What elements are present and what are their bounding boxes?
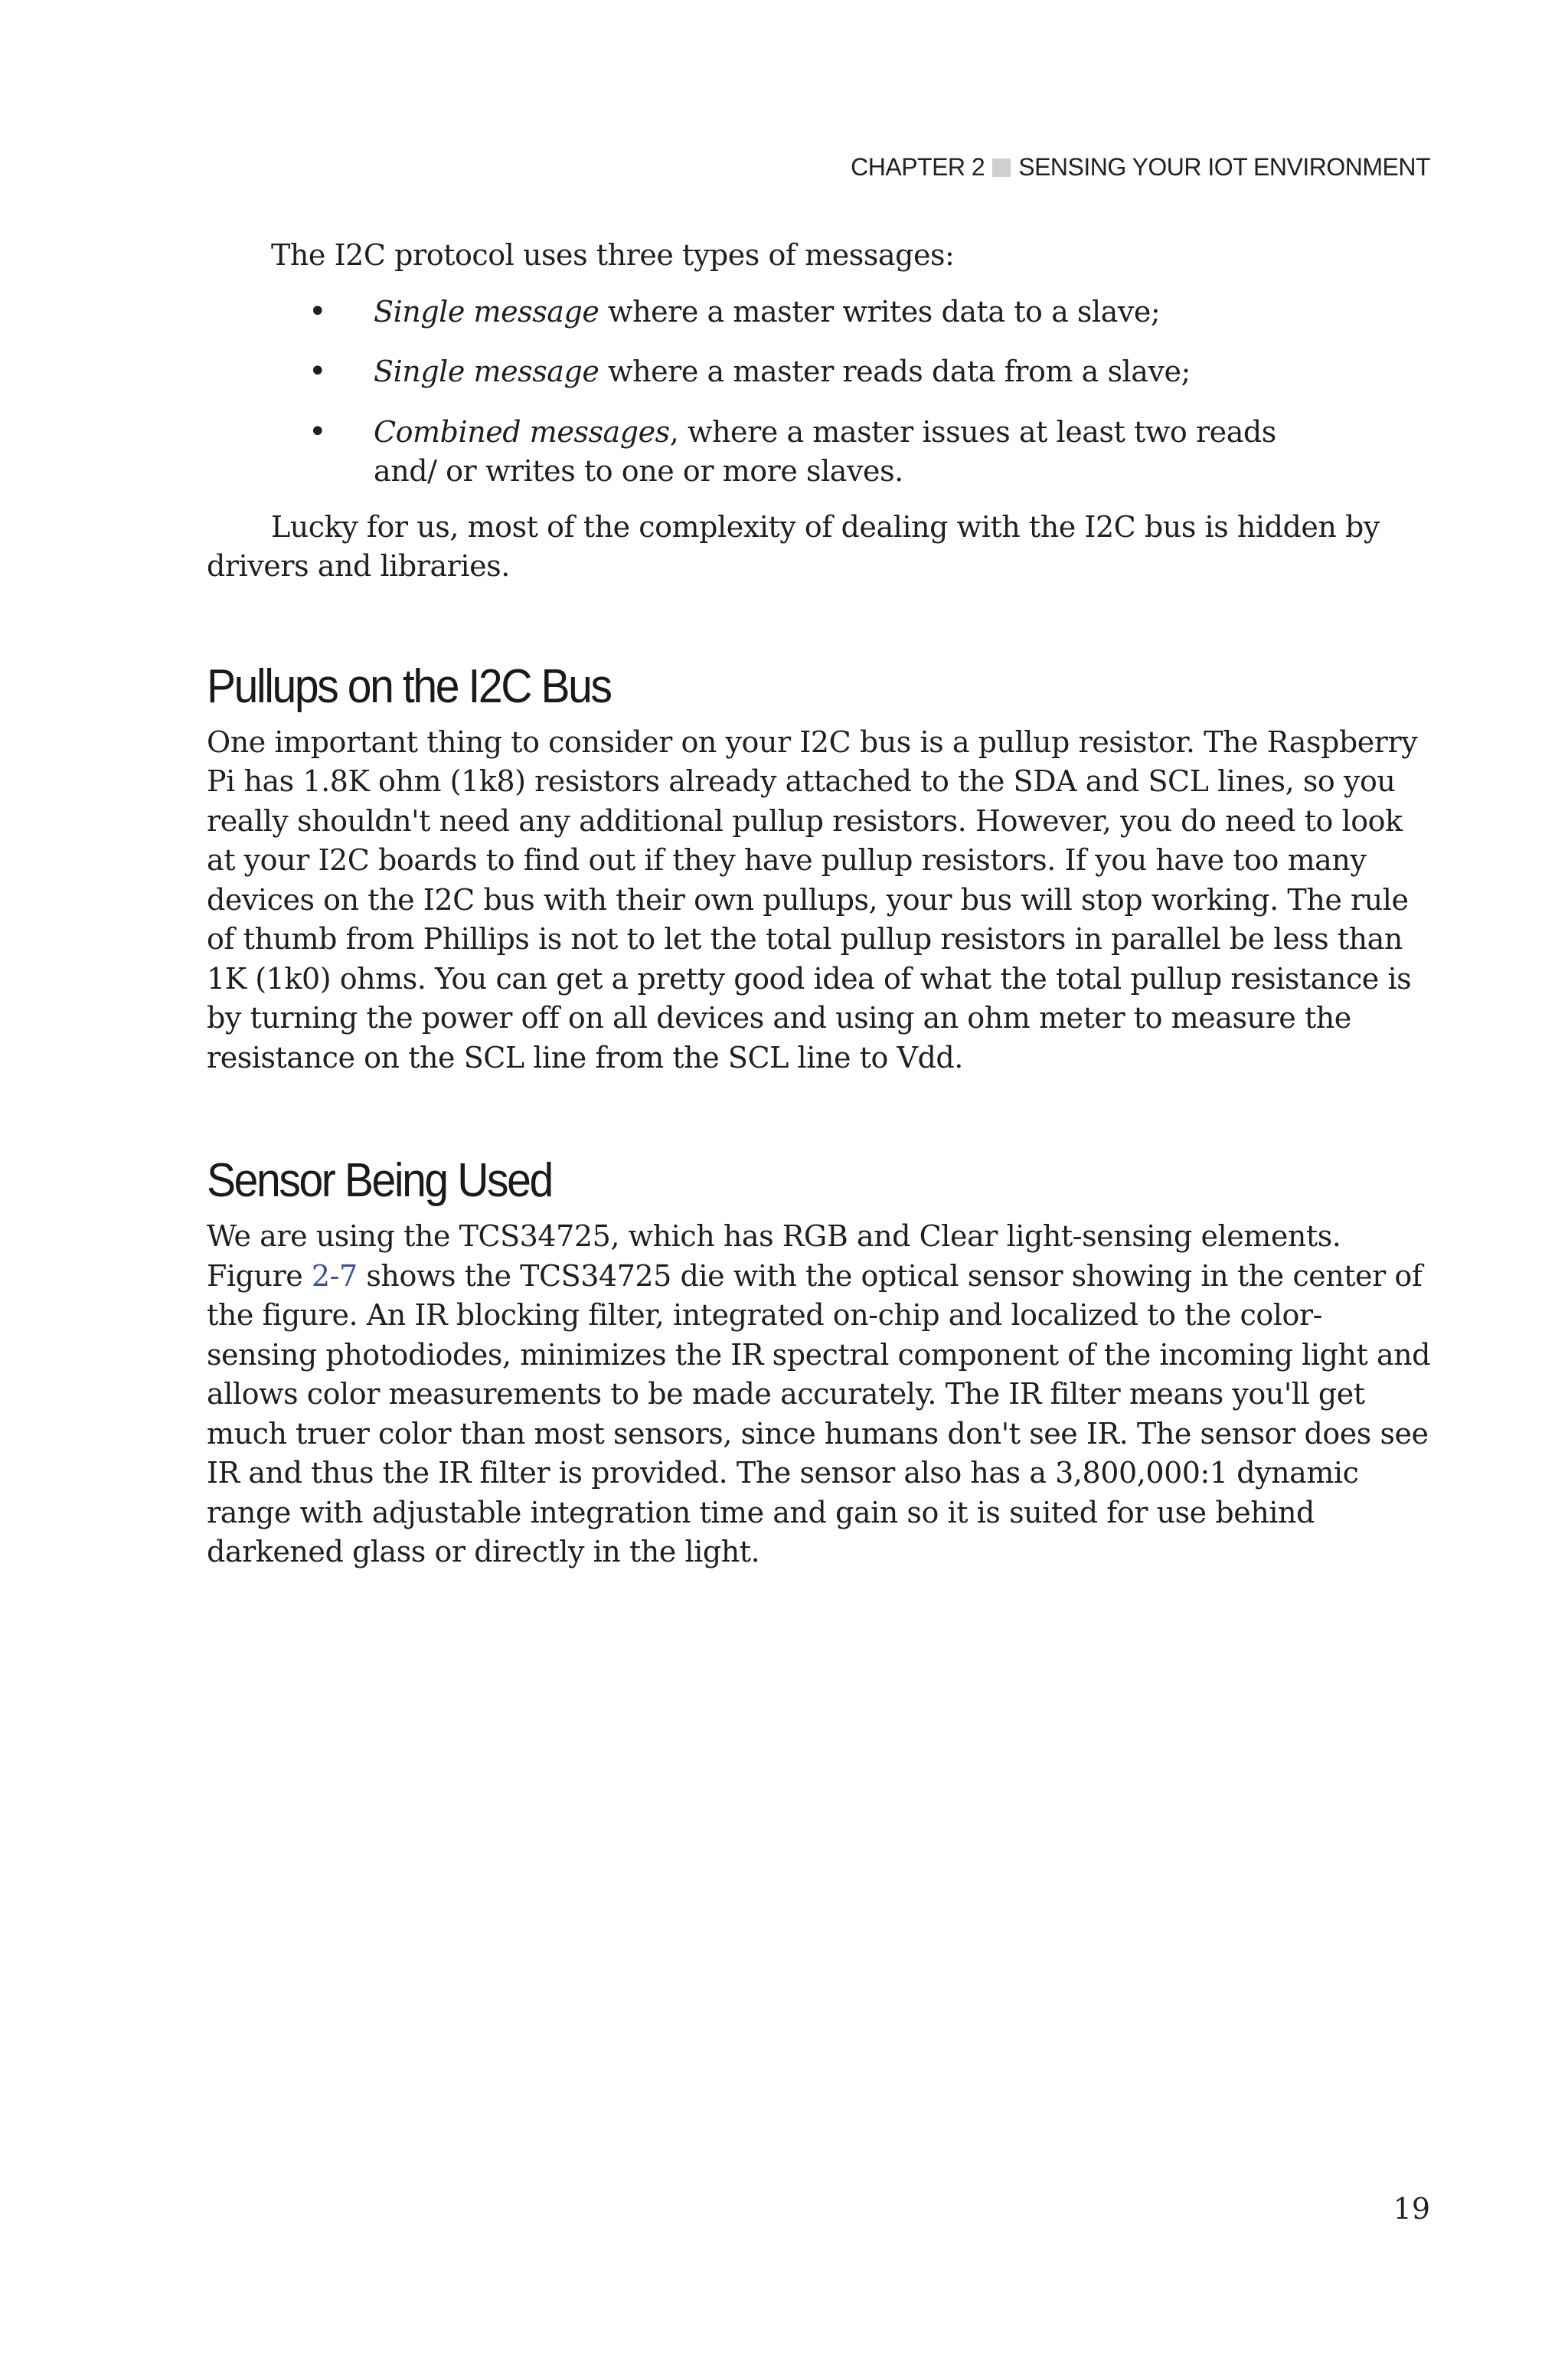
header-separator-square bbox=[992, 159, 1011, 177]
after-list-paragraph: Lucky for us, most of the complexity of dealing with the I2C bus is hidden by drivers and libraries. bbox=[207, 509, 1380, 583]
running-header bbox=[851, 153, 1430, 182]
sensor-text-start: We are using the TCS34725, which has RGB and Clear light-sensing elements. Figure bbox=[207, 1219, 1341, 1293]
chapter-label: CHAPTER 2 bbox=[851, 153, 985, 181]
sensor-text-end: shows the TCS34725 die with the optical sensor showing in the center of the figure. An IR blocking filter, integrated on-chip and localized to the color-sensing photodiodes, minimizes the IR spectral component of the incoming light and allows color measurements to be made accurately. The IR filter means you'll get much truer color than most sensors, since humans don't see IR. The sensor does see IR and thus the IR filter is provided. The sensor also has a 3,800,000:1 dynamic range with adjustable integration time and gain so it is suited for use behind darkened glass or directly in the light. bbox=[207, 1258, 1431, 1568]
list-item-text: where a master writes data to a slave; bbox=[599, 294, 1161, 329]
page-number: 19 bbox=[1393, 2192, 1430, 2226]
list-item-term: Single message bbox=[374, 294, 599, 329]
chapter-title: SENSING YOUR IOT ENVIRONMENT bbox=[1018, 153, 1430, 181]
message-type-list bbox=[207, 293, 1432, 492]
list-item bbox=[207, 293, 1432, 332]
figure-reference-link[interactable]: 2-7 bbox=[311, 1258, 358, 1293]
bullet-icon: • bbox=[309, 293, 327, 329]
bullet-icon: • bbox=[309, 354, 327, 389]
page-content bbox=[207, 236, 1432, 1572]
bullet-icon: • bbox=[309, 414, 327, 450]
list-item bbox=[207, 413, 1432, 492]
sensor-paragraph bbox=[207, 1217, 1432, 1572]
section-heading-sensor: Sensor Being Used bbox=[207, 1154, 552, 1207]
list-item-text: , where a master issues at least two reads and/ or writes to one or more slaves. bbox=[374, 414, 1276, 488]
intro-paragraph: The I2C protocol uses three types of messages: bbox=[271, 238, 955, 272]
list-item bbox=[207, 352, 1432, 392]
section-heading-pullups: Pullups on the I2C Bus bbox=[207, 659, 611, 713]
list-item-term: Combined messages bbox=[374, 414, 670, 449]
list-item-term: Single message bbox=[374, 355, 599, 388]
list-item-text: where a master reads data from a slave; bbox=[599, 355, 1191, 388]
pullups-paragraph: One important thing to consider on your I2C bus is a pullup resistor. The Raspberry Pi has 1.8K ohm (1k8) resistors already attached to the SDA and SCL lines, so you really shouldn't need any additional pullup resistors. However, you do need to look at your I2C boards to find out if they have pullup resistors. If you have too many devices on the I2C bus with their own pullups, your bus will stop working. The rule of thumb from Phillips is not to let the total pullup resistors in parallel be less than 1K (1k0) ohms. You can get a pretty good idea of what the total pullup resistance is by turning the power off on all devices and using an ohm meter to measure the resistance on the SCL line from the SCL line to Vdd. bbox=[207, 725, 1418, 1075]
